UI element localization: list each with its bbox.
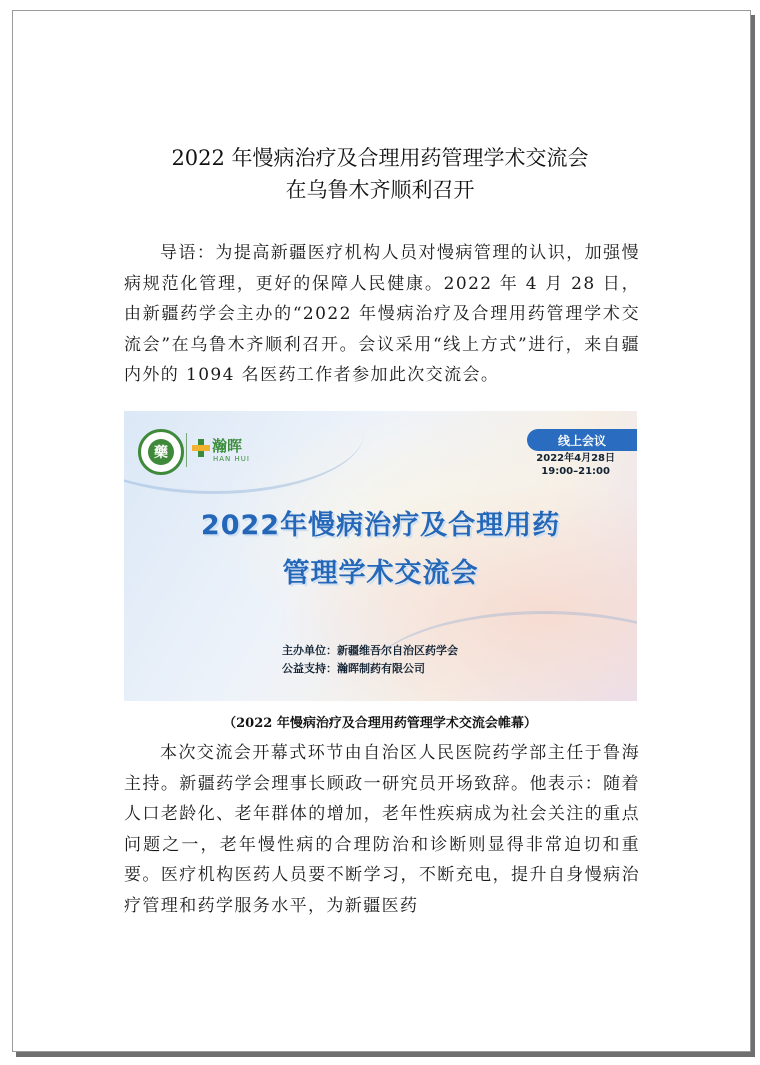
hanhui-logo-text: 瀚晖: [212, 437, 243, 455]
pharmacy-society-logo-icon: [138, 429, 184, 475]
banner-date-time: 19:00–21:00: [541, 466, 610, 477]
hanhui-logo-subtext: HAN HUI: [213, 455, 250, 463]
banner-date: [536, 452, 615, 478]
online-meeting-tag: 线上会议: [527, 429, 637, 451]
banner-main-title-line2: 管理学术交流会: [282, 558, 479, 589]
article-title-line2: 在乌鲁木齐顺利召开: [285, 178, 475, 202]
banner-main-title-line1: 2022年慢病治疗及合理用药: [200, 510, 561, 541]
logo-divider: [186, 433, 187, 467]
article-title-line1: 2022 年慢病治疗及合理用药管理学术交流会: [171, 146, 589, 170]
intro-paragraph: 导语：为提高新疆医疗机构人员对慢病管理的认识，加强慢病规范化管理，更好的保障人民健康。2022 年 4 月 28 日，由新疆药学会主办的“2022 年慢病治疗及合理用药管理学术交流会”在乌鲁木齐顺利召开。会议采用“线上方式”进行，来自疆内外的 1094 名医药工作者参加此次交流会。: [124, 243, 640, 385]
banner-supporter: 公益支持：瀚晖制药有限公司: [282, 662, 425, 675]
body-paragraph: 本次交流会开幕式环节由自治区人民医院药学部主任于鲁海主持。新疆药学会理事长顾政一研究员开场致辞。他表示：随着人口老龄化、老年群体的增加，老年性疾病成为社会关注的重点问题之一，老年慢性病的合理防治和诊断则显得非常迫切和重要。医疗机构医药人员要不断学习，不断充电，提升自身慢病治疗管理和药学服务水平，为新疆医药: [124, 743, 640, 916]
banner-date-day: 2022年4月28日: [536, 453, 615, 464]
meeting-banner-image: [124, 411, 637, 701]
hanhui-cross-logo-icon: [192, 439, 210, 457]
logo-character: 藥: [148, 439, 174, 465]
image-caption: （2022 年慢病治疗及合理用药管理学术交流会帷幕）: [223, 716, 537, 731]
banner-organizer: 主办单位：新疆维吾尔自治区药学会: [282, 644, 458, 657]
